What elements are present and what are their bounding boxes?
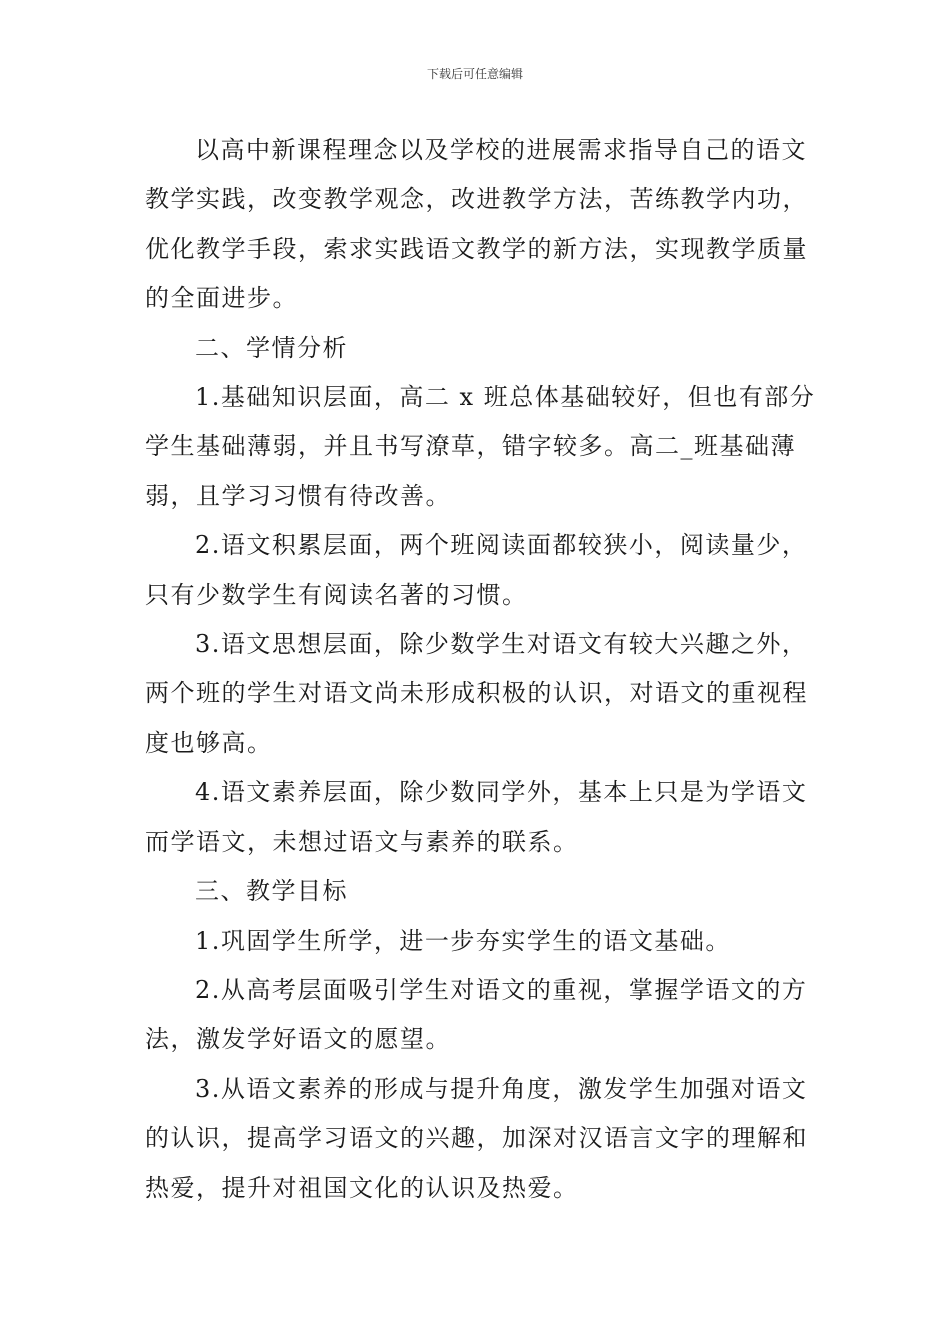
paragraph-accumulation: 2.语文积累层面，两个班阅读面都较狭小，阅读量少，只有少数学生有阅读名著的习惯。 xyxy=(145,531,808,609)
paragraph-literacy: 4.语文素养层面，除少数同学外，基本上只是为学语文而学语文，未想过语文与素养的联系。 xyxy=(145,778,808,856)
paragraph-goal-3: 3.从语文素养的形成与提升角度，激发学生加强对语文的认识，提高学习语文的兴趣，加深对汉语言文字的理解和热爱，提升对祖国文化的认识及热爱。 xyxy=(145,1074,808,1202)
paragraph-intro: 以高中新课程理念以及学校的进展需求指导自己的语文教学实践，改变教学观念，改进教学方法，苦练教学内功，优化教学手段，索求实践语文教学的新方法，实现教学质量的全面进步。 xyxy=(145,136,808,313)
paragraph-thinking: 3.语文思想层面，除少数学生对语文有较大兴趣之外，两个班的学生对语文尚未形成积极的认识，对语文的重视程度也够高。 xyxy=(145,630,808,757)
section-heading-teaching-goals: 三、教学目标 xyxy=(195,877,348,906)
paragraph-goal-1: 1.巩固学生所学，进一步夯实学生的语文基础。 xyxy=(195,926,731,955)
paragraph-goal-2: 2.从高考层面吸引学生对语文的重视，掌握学语文的方法，激发学好语文的愿望。 xyxy=(145,975,808,1054)
paragraph-basic-knowledge: 1.基础知识层面，高二 x 班总体基础较好，但也有部分学生基础薄弱，并且书写潦草，错字较多。高二_班基础薄弱，且学习习惯有待改善。 xyxy=(145,383,816,510)
document-body xyxy=(145,126,827,1213)
section-heading-learning-analysis: 二、学情分析 xyxy=(195,333,348,362)
page-header: 下载后可任意编辑 xyxy=(426,67,523,81)
